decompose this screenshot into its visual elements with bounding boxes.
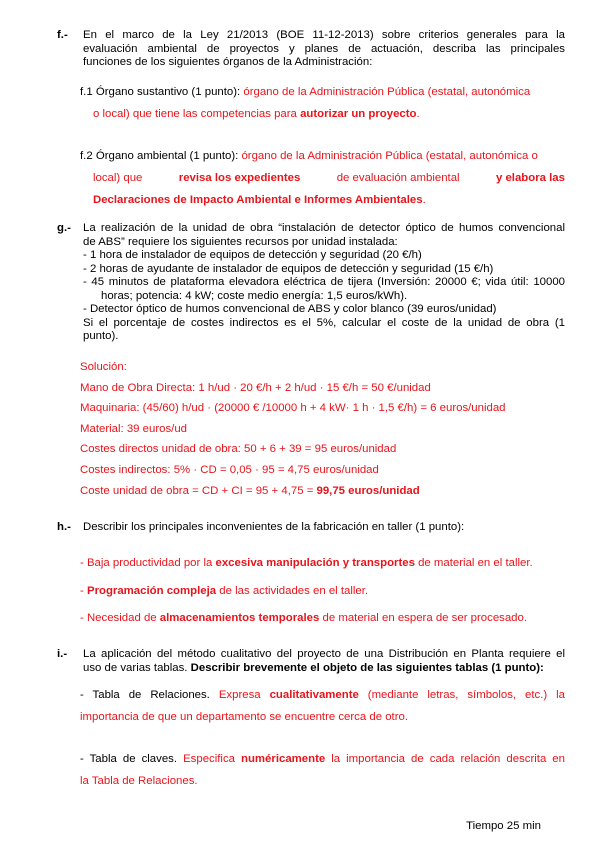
solution-line: Mano de Obra Directa: 1 h/ud · 20 €/h + 2 h/ud · 15 €/h = 50 €/unidad	[80, 381, 431, 394]
question-g-text	[83, 222, 565, 344]
answer-i-relaciones: - Tabla de Relaciones. Expresa cualitativamente (mediante letras, símbolos, etc.) la importancia de que un departamento se encuentre cerca de otro.	[80, 689, 566, 723]
solution-line: Costes indirectos: 5% · CD = 0,05 · 95 = 4,75 euros/unidad	[80, 463, 379, 476]
f2-label: f.2 Órgano ambiental (1 punto):	[80, 150, 242, 162]
f2-answer: órgano de la Administración Pública (estatal, autonómica o	[241, 150, 538, 162]
answers-h	[80, 550, 533, 633]
answer-f2: f.2 Órgano ambiental (1 punto): órgano de la Administración Pública (estatal, autonómica o local) que revisa los expedientes de evaluación ambiental y elabora las Declaraciones de Impacto Ambiental e Informes Ambientales.	[80, 150, 565, 206]
solution-line: Costes directos unidad de obra: 50 + 6 + 39 = 95 euros/unidad	[80, 443, 397, 456]
answer-h-1: - Baja productividad por la excesiva manipulación y transportes de material en el taller.	[80, 557, 533, 569]
question-line: punto).	[83, 330, 119, 342]
f2-answer-bold-2: Declaraciones de Impacto Ambiental e Informes Ambientales	[93, 194, 423, 206]
answer-i-claves: - Tabla de claves. Especifica numéricamente la importancia de cada relación descrita en la Tabla de Relaciones.	[80, 753, 565, 787]
answer-f1: f.1 Órgano sustantivo (1 punto): órgano de la Administración Pública (estatal, autonómica o local) que tiene las competencias para autorizar un proyecto.	[80, 86, 531, 120]
f2-answer-bold: revisa los expedientes	[178, 172, 301, 184]
question-i-letter: i.-	[57, 648, 68, 660]
f1-answer: órgano de la Administración Pública (estatal, autonómica	[243, 86, 531, 98]
solution-line: Material: 39 euros/ud	[80, 422, 188, 435]
question-line: - 45 minutos de plataforma elevadora eléctrica de tijera (Inversión: 20000 €; vida útil: 10000	[83, 276, 565, 288]
question-f-letter: f.-	[57, 29, 68, 41]
answer-h-2: - Programación compleja de las actividades en el taller.	[80, 584, 369, 597]
question-line: - 2 horas de ayudante de instalador de equipos de detección y seguridad (15 €/h)	[83, 262, 494, 275]
time-footer: Tiempo 25 min	[466, 820, 541, 832]
tabla-claves-label: - Tabla de claves.	[80, 753, 184, 765]
answer-h-3: - Necesidad de almacenamientos temporales de material en espera de ser procesado.	[80, 612, 528, 624]
f1-label: f.1 Órgano sustantivo (1 punto):	[80, 86, 244, 98]
f1-answer-bold: autorizar un proyecto	[300, 108, 417, 120]
solution-title: Solución:	[80, 361, 127, 373]
question-g-letter: g.-	[57, 222, 71, 234]
question-line: horas; potencia: 4 kW; coste medio energía: 1,5 euros/kWh).	[101, 289, 408, 302]
question-line: uso de varias tablas. Describir brevemente el objeto de las siguientes tablas (1 punto):	[83, 661, 544, 674]
f1-answer-cont: o local) que tiene las competencias para	[93, 108, 301, 120]
question-line: de ABS” requiere los siguientes recursos por unidad instalada:	[83, 235, 398, 248]
question-line: En el marco de la Ley 21/2013 (BOE 11-12-2013) sobre criterios generales para la	[83, 29, 565, 41]
question-line: Si el porcentaje de costes indirectos es el 5%, calcular el coste de la unidad de obra (1	[83, 316, 565, 329]
solution-final-bold: 99,75 euros/unidad	[316, 484, 420, 497]
question-f-text	[83, 29, 565, 70]
question-line: La aplicación del método cualitativo del proyecto de una Distribución en Planta requiere el	[83, 648, 565, 660]
question-h-letter: h.-	[57, 521, 71, 533]
question-line: evaluación ambiental de proyectos y planes de actuación, describa las principales	[83, 42, 565, 55]
question-h-text: Describir los principales inconvenientes de la fabricación en taller (1 punto):	[83, 521, 465, 533]
question-i-text	[83, 648, 565, 675]
solution-final: Coste unidad de obra = CD + CI = 95 + 4,75 = 99,75 euros/unidad	[80, 484, 420, 497]
question-line: funciones de los siguientes órganos de la Administración:	[83, 56, 373, 68]
question-line: - 1 hora de instalador de equipos de detección y seguridad (20 €/h)	[83, 249, 422, 261]
solution-line: Maquinaria: (45/60) h/ud · (20000 € /10000 h + 4 kW· 1 h · 1,5 €/h) = 6 euros/unidad	[80, 402, 506, 415]
solution-g	[80, 357, 506, 501]
question-line: La realización de la unidad de obra “instalación de detector óptico de humos convencional	[83, 222, 565, 234]
question-line: - Detector óptico de humos convencional de ABS y color blanco (39 euros/unidad)	[83, 303, 497, 315]
tabla-relaciones-label: - Tabla de Relaciones.	[80, 689, 219, 701]
